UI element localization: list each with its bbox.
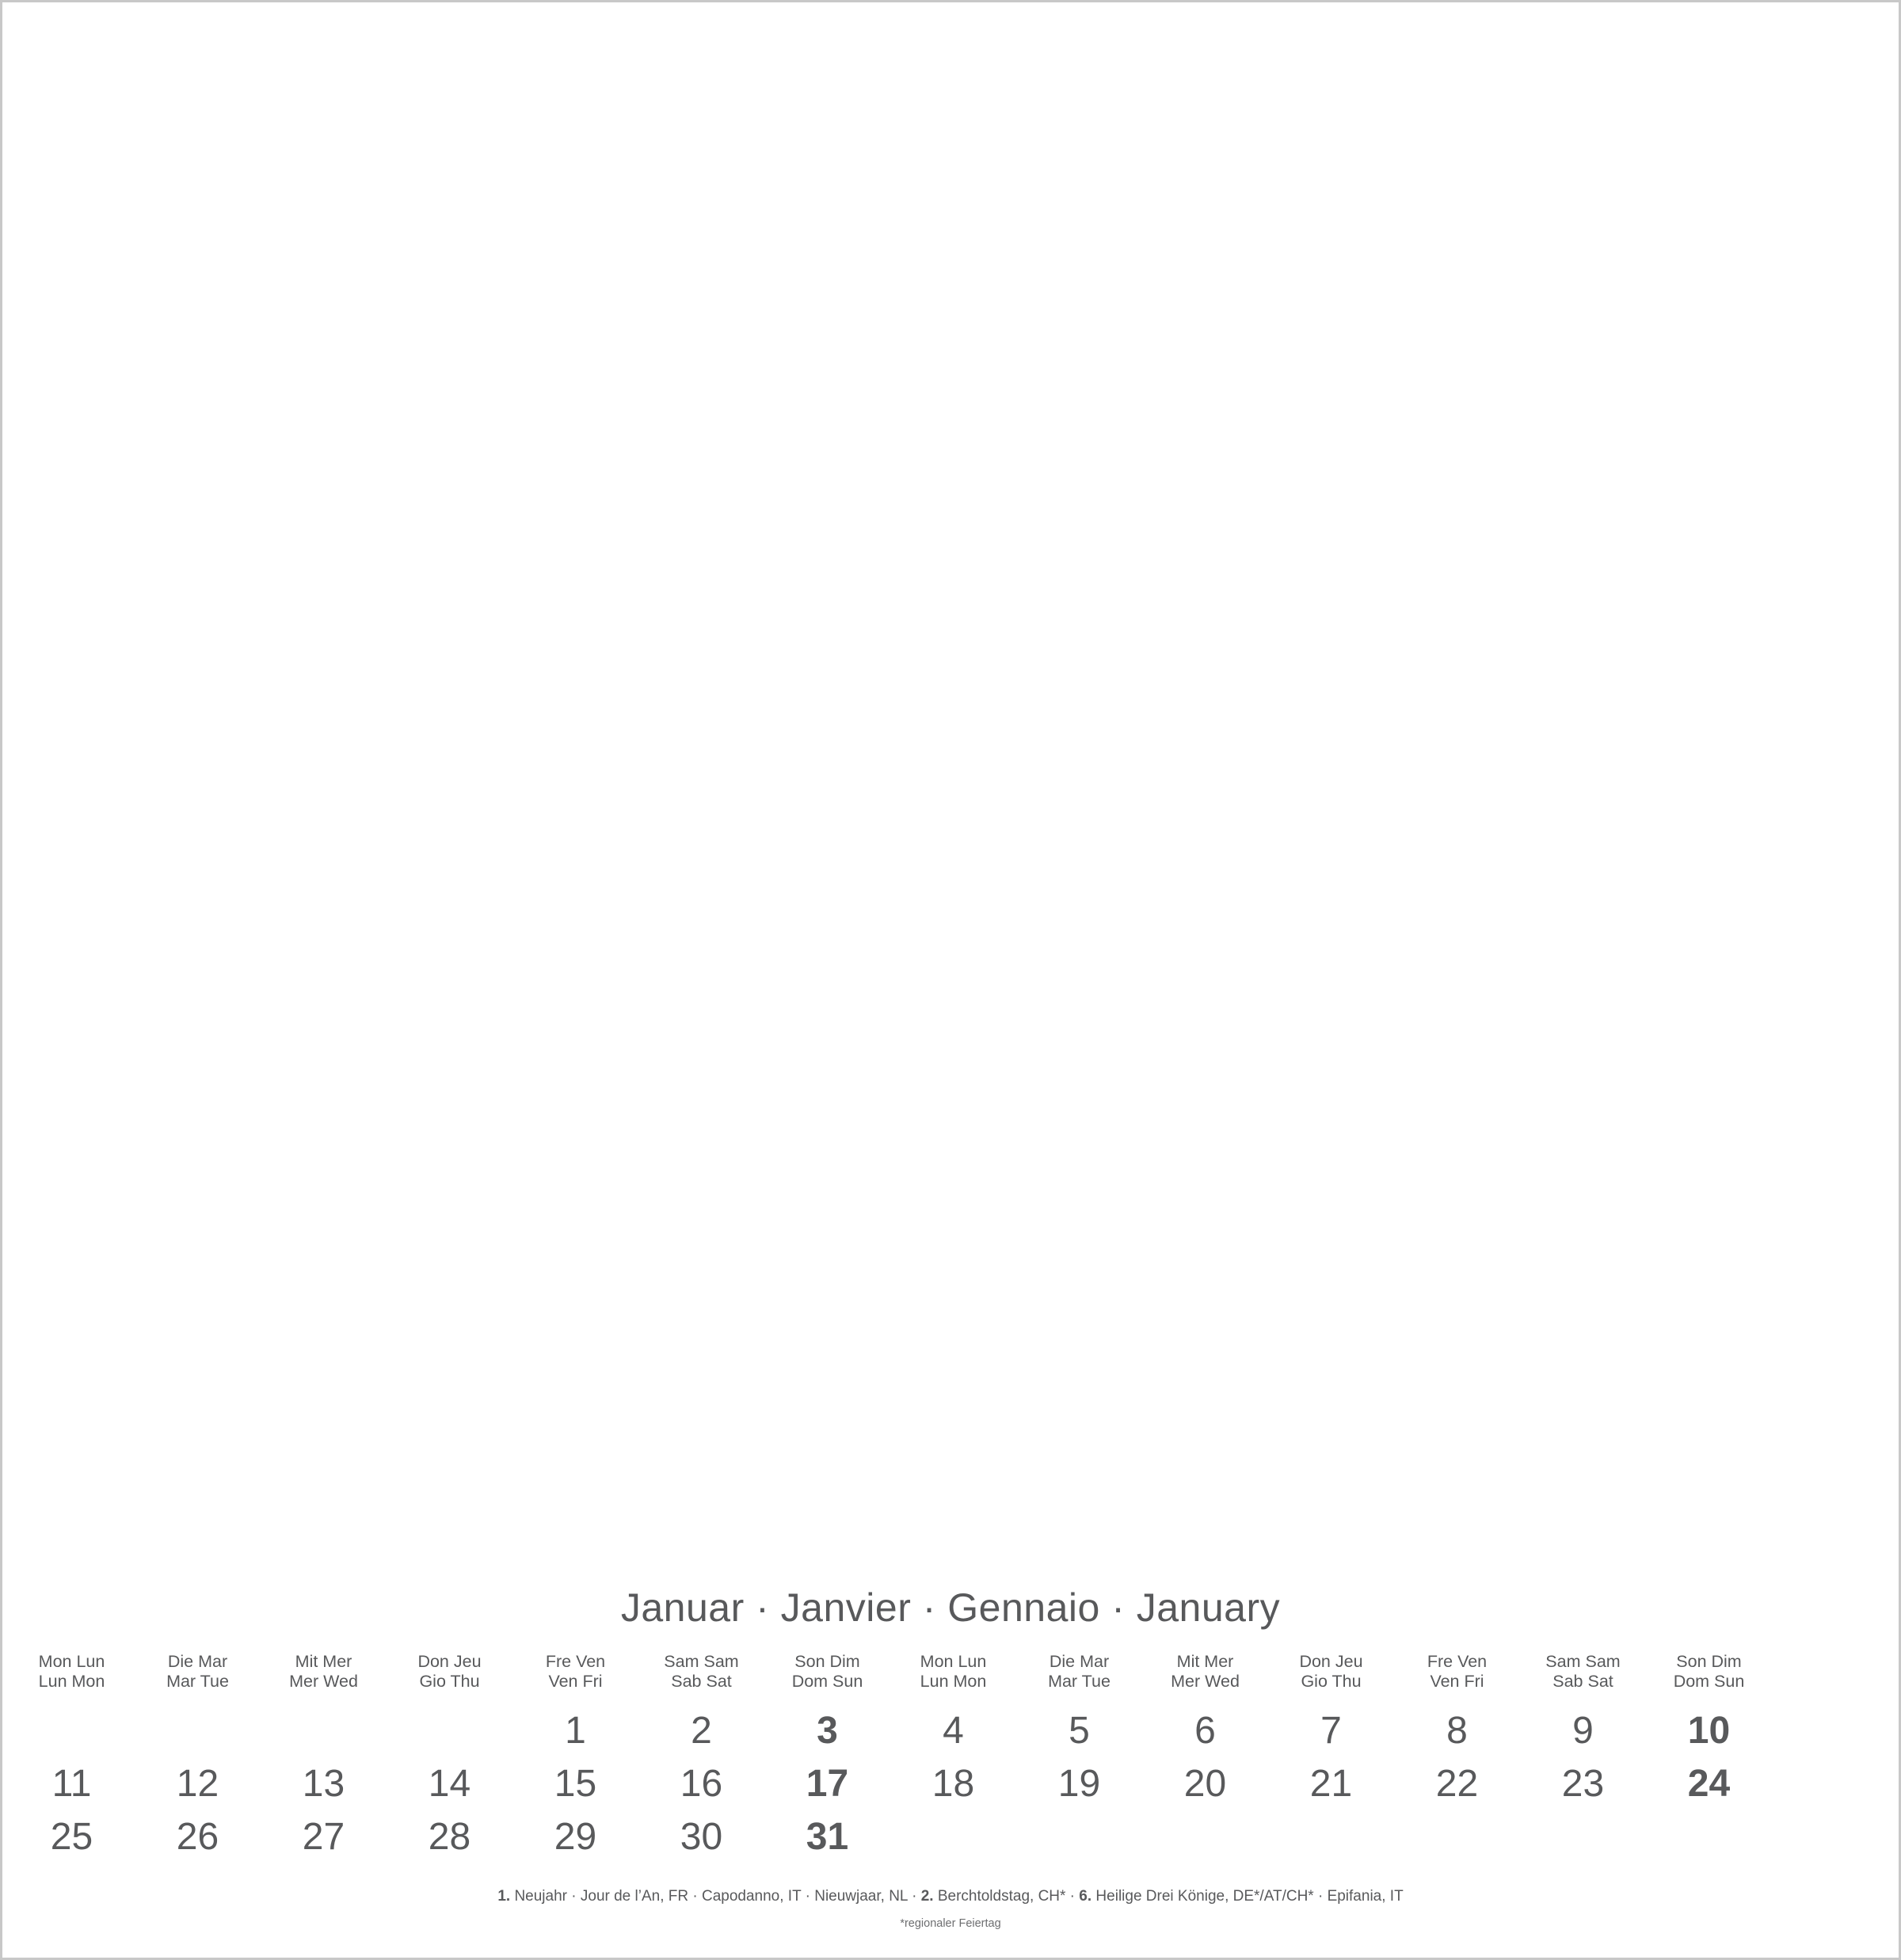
regional-holiday-note: *regionaler Feiertag [900, 1917, 1001, 1930]
day-cell: 21 [1309, 1763, 1353, 1805]
weekday-header-line2: Gio Thu [1301, 1672, 1362, 1691]
weekday-header-line2: Lun Mon [38, 1672, 105, 1691]
day-cell: 13 [302, 1763, 345, 1805]
holiday-date: 2. [920, 1888, 934, 1905]
day-cell-sunday: 31 [806, 1816, 849, 1858]
day-cell [1394, 1810, 1520, 1863]
day-cell: 30 [680, 1816, 723, 1858]
day-cell: 23 [1561, 1763, 1605, 1805]
day-cell: 29 [554, 1816, 597, 1858]
weekday-header [890, 1652, 1016, 1704]
day-cell: 14 [428, 1763, 471, 1805]
weekday-header [512, 1652, 638, 1704]
day-cell [9, 1704, 135, 1757]
day-cell: 18 [931, 1763, 975, 1805]
day-cell: 16 [680, 1763, 723, 1805]
day-cell: 26 [176, 1816, 219, 1858]
day-cell: 19 [1057, 1763, 1101, 1805]
weekday-header-line1: Die Mar [1049, 1652, 1110, 1671]
day-cell: 4 [943, 1710, 964, 1752]
weekday-header-line1: Mon Lun [920, 1652, 987, 1671]
weekday-header-line2: Sab Sat [671, 1672, 732, 1691]
weekday-header-line2: Lun Mon [920, 1672, 987, 1691]
weekday-header [1520, 1652, 1646, 1704]
weekday-header [1016, 1652, 1142, 1704]
day-cell: 8 [1446, 1710, 1468, 1752]
day-cell: 11 [51, 1763, 92, 1805]
day-cell: 7 [1320, 1710, 1342, 1752]
weekday-header-line1: Fre Ven [545, 1652, 606, 1671]
weekday-header [387, 1652, 512, 1704]
weekday-header-line2: Mar Tue [1048, 1672, 1111, 1691]
weekday-header-line1: Die Mar [167, 1652, 228, 1671]
day-cell: 9 [1572, 1710, 1594, 1752]
weekday-header-line2: Mer Wed [1171, 1672, 1240, 1691]
calendar-grid [9, 1652, 1772, 1863]
weekday-header-line2: Dom Sun [791, 1672, 863, 1691]
holiday-date: 6. [1079, 1888, 1092, 1905]
weekday-header-line1: Sam Sam [664, 1652, 739, 1671]
day-cell: 1 [565, 1710, 586, 1752]
weekday-header-line1: Son Dim [794, 1652, 860, 1671]
day-cell [1520, 1810, 1646, 1863]
weekday-header-line1: Fre Ven [1427, 1652, 1488, 1671]
weekday-header [1394, 1652, 1520, 1704]
weekday-header-line2: Mar Tue [166, 1672, 229, 1691]
weekday-header-line1: Sam Sam [1545, 1652, 1621, 1671]
day-cell: 2 [691, 1710, 712, 1752]
day-cell [1268, 1810, 1394, 1863]
day-cell-sunday: 24 [1687, 1763, 1731, 1805]
day-cell [261, 1704, 387, 1757]
holiday-date: 1. [497, 1888, 511, 1905]
day-cell: 28 [428, 1816, 471, 1858]
day-cell-sunday: 10 [1687, 1710, 1731, 1752]
day-cell: 12 [176, 1763, 219, 1805]
weekday-header [1268, 1652, 1394, 1704]
day-cell: 22 [1435, 1763, 1479, 1805]
weekday-header [9, 1652, 135, 1704]
weekday-header-line1: Don Jeu [1299, 1652, 1363, 1671]
day-cell [135, 1704, 261, 1757]
weekday-header-line1: Mit Mer [1176, 1652, 1234, 1671]
blank-photo-area [2, 2, 1899, 1578]
day-cell [387, 1704, 512, 1757]
day-cell: 20 [1183, 1763, 1227, 1805]
weekday-header-line2: Sab Sat [1552, 1672, 1613, 1691]
weekday-header-line1: Mit Mer [295, 1652, 352, 1671]
weekday-header [261, 1652, 387, 1704]
day-cell: 15 [554, 1763, 597, 1805]
weekday-header [1646, 1652, 1772, 1704]
day-cell: 25 [50, 1816, 93, 1858]
day-cell-sunday: 17 [806, 1763, 849, 1805]
holiday-list [2, 1888, 1899, 1905]
weekday-header-line1: Mon Lun [38, 1652, 105, 1671]
weekday-header-line1: Don Jeu [417, 1652, 482, 1671]
weekday-header-line2: Mer Wed [289, 1672, 358, 1691]
weekday-header [764, 1652, 890, 1704]
weekday-header-line1: Son Dim [1676, 1652, 1742, 1671]
day-cell: 6 [1194, 1710, 1216, 1752]
weekday-header [638, 1652, 764, 1704]
holiday-text: Neujahr · Jour de l’An, FR · Capodanno, IT · Nieuwjaar, NL · [510, 1888, 921, 1905]
weekday-header [135, 1652, 261, 1704]
day-cell [1142, 1810, 1268, 1863]
day-cell-sunday [1646, 1810, 1772, 1863]
weekday-header-line2: Dom Sun [1673, 1672, 1745, 1691]
day-cell [890, 1810, 1016, 1863]
weekday-header-line2: Gio Thu [419, 1672, 480, 1691]
holiday-text: Berchtoldstag, CH* · [933, 1888, 1080, 1905]
weekday-header [1142, 1652, 1268, 1704]
weekday-header-line2: Ven Fri [1430, 1672, 1484, 1691]
day-cell: 5 [1069, 1710, 1090, 1752]
weekday-header-line2: Ven Fri [548, 1672, 603, 1691]
day-cell [1016, 1810, 1142, 1863]
holiday-text: Heilige Drei Könige, DE*/AT/CH* · Epifania, IT [1091, 1888, 1404, 1905]
day-cell-sunday: 3 [817, 1710, 838, 1752]
month-title: Januar · Janvier · Gennaio · January [620, 1585, 1281, 1630]
day-cell: 27 [302, 1816, 345, 1858]
